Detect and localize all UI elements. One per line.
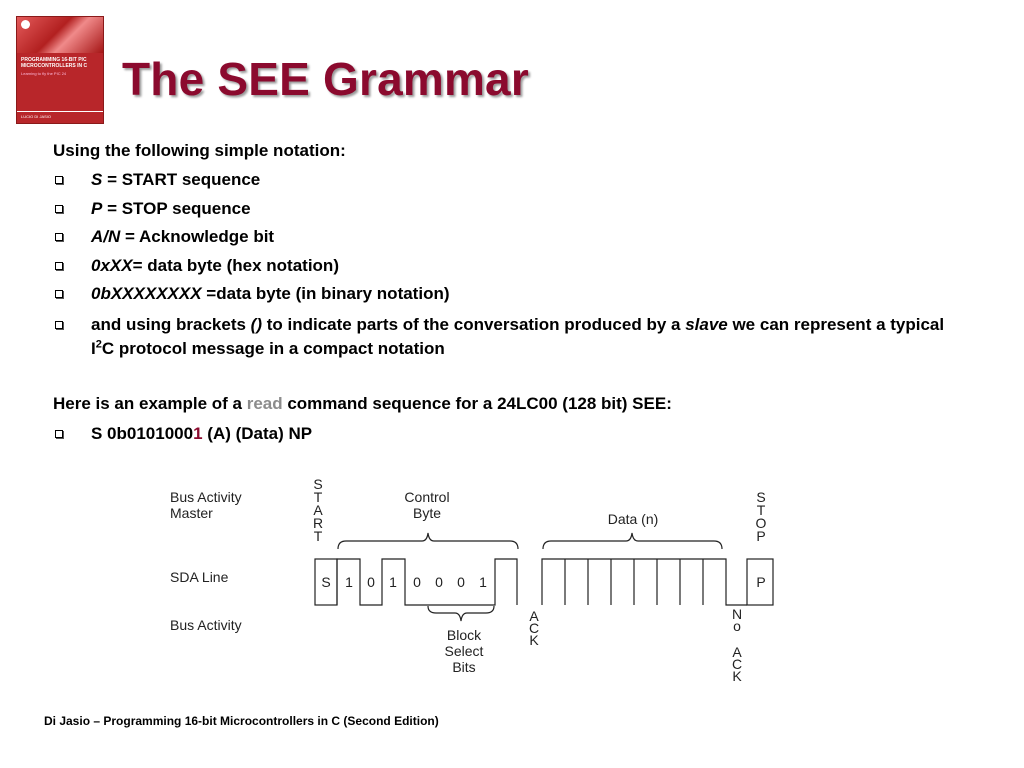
stop-letter: T	[756, 502, 766, 518]
notation-symbol: A/N	[91, 227, 121, 246]
stop-cell-label: P	[756, 574, 766, 590]
list-item	[53, 227, 953, 247]
sda-waveform	[315, 559, 773, 605]
cover-author: LUCIO DI JASIO	[21, 114, 52, 119]
example-intro-text: command sequence for a 24LC00 (128 bit) SEE:	[282, 394, 672, 413]
superscript-2: 2	[95, 337, 102, 350]
stop-letter: S	[756, 489, 766, 505]
example-list	[53, 424, 312, 444]
control-byte-brace	[338, 533, 518, 549]
control-bits-line	[337, 559, 517, 605]
book-cover-image	[16, 16, 104, 124]
notation-symbol: 0bXXXXXXXX	[91, 284, 202, 303]
label-master: Master	[170, 505, 213, 521]
block-label: Block	[446, 627, 482, 643]
slide-title: The SEE Grammar	[122, 53, 529, 105]
example-suffix: (A) (Data) NP	[202, 424, 313, 443]
footer-text: Di Jasio – Programming 16-bit Microcontrollers in C (Second Edition)	[44, 714, 439, 728]
brackets-symbol: ()	[250, 314, 262, 334]
intro-text: Using the following simple notation:	[53, 141, 346, 160]
checkbox-bullet-icon	[55, 233, 63, 241]
control-label: Control	[404, 489, 450, 505]
bit-label: 0	[413, 574, 421, 590]
ack-letter: C	[528, 620, 540, 636]
stop-letter: O	[755, 515, 767, 531]
bit-label: 1	[389, 574, 397, 590]
list-item	[53, 284, 953, 304]
read-word: read	[246, 394, 283, 413]
ack-letter: K	[529, 632, 539, 648]
notation-desc: =data byte (in binary notation)	[201, 284, 450, 303]
notation-symbol: 0xXX	[91, 255, 133, 275]
stop-letter: P	[756, 528, 766, 544]
checkbox-bullet-icon	[55, 290, 63, 298]
list-item	[53, 170, 953, 190]
select-label: Select	[444, 643, 484, 659]
brackets-note-text: we can represent a typical I	[91, 314, 945, 358]
example-prefix: S 0b0101000	[91, 424, 194, 443]
start-letter: A	[313, 502, 323, 518]
brackets-note-text: to indicate parts of the conversation produced by a	[262, 314, 686, 334]
notation-list	[53, 170, 953, 369]
data-n-label: Data (n)	[607, 511, 659, 527]
cover-divider	[17, 111, 103, 112]
i2c-timing-diagram	[160, 470, 800, 695]
brackets-note-text: and using brackets	[91, 314, 251, 334]
notation-desc: = START sequence	[102, 170, 261, 189]
block-select-brace	[428, 606, 494, 621]
cover-subtitle: Learning to fly the PIC 24	[21, 71, 67, 76]
ack-letter: A	[529, 608, 539, 624]
data-block-line	[542, 559, 747, 605]
start-letter: S	[313, 476, 323, 492]
noack-letter: K	[732, 668, 742, 684]
start-cell-label: S	[321, 574, 331, 590]
label-bus-activity-master: Bus Activity	[170, 489, 242, 505]
example-red-bit: 1	[193, 424, 203, 443]
list-item	[53, 313, 953, 361]
bits-label: Bits	[452, 659, 476, 675]
cover-graphic	[17, 17, 103, 53]
bit-label: 1	[479, 574, 487, 590]
label-bus-activity: Bus Activity	[170, 617, 242, 633]
example-intro-text: Here is an example of a	[53, 394, 247, 413]
start-letter: R	[312, 515, 324, 531]
checkbox-bullet-icon	[55, 321, 63, 329]
start-letter: T	[313, 489, 323, 505]
notation-desc: = Acknowledge bit	[120, 227, 275, 246]
label-sda-line: SDA Line	[170, 569, 229, 585]
list-item	[53, 199, 953, 219]
checkbox-bullet-icon	[55, 262, 63, 270]
notation-symbol: S	[91, 170, 103, 189]
list-item	[53, 256, 953, 276]
notation-desc: = STOP sequence	[102, 198, 251, 218]
data-brace	[543, 533, 722, 549]
bit-label: 0	[367, 574, 375, 590]
noack-letter: N	[731, 606, 743, 622]
list-item	[53, 424, 312, 444]
noack-letter: A	[732, 644, 742, 660]
bit-label: 1	[345, 574, 353, 590]
checkbox-bullet-icon	[55, 430, 63, 438]
example-intro	[53, 394, 672, 414]
noack-letter: C	[731, 656, 743, 672]
checkbox-bullet-icon	[55, 205, 63, 213]
start-letter: T	[313, 528, 323, 544]
checkbox-bullet-icon	[55, 176, 63, 184]
brackets-note-text: C protocol message in a compact notation	[101, 338, 445, 358]
publisher-logo-icon	[21, 20, 30, 29]
cover-title: PROGRAMMING 16-BIT PIC MICROCONTROLLERS IN C	[21, 57, 88, 69]
byte-label: Byte	[412, 505, 442, 521]
bit-label: 0	[435, 574, 443, 590]
noack-letter: o	[733, 618, 741, 634]
bit-label: 0	[457, 574, 465, 590]
notation-symbol: P	[91, 198, 103, 218]
notation-desc: = data byte (hex notation)	[132, 255, 339, 275]
slave-word: slave	[685, 314, 728, 334]
